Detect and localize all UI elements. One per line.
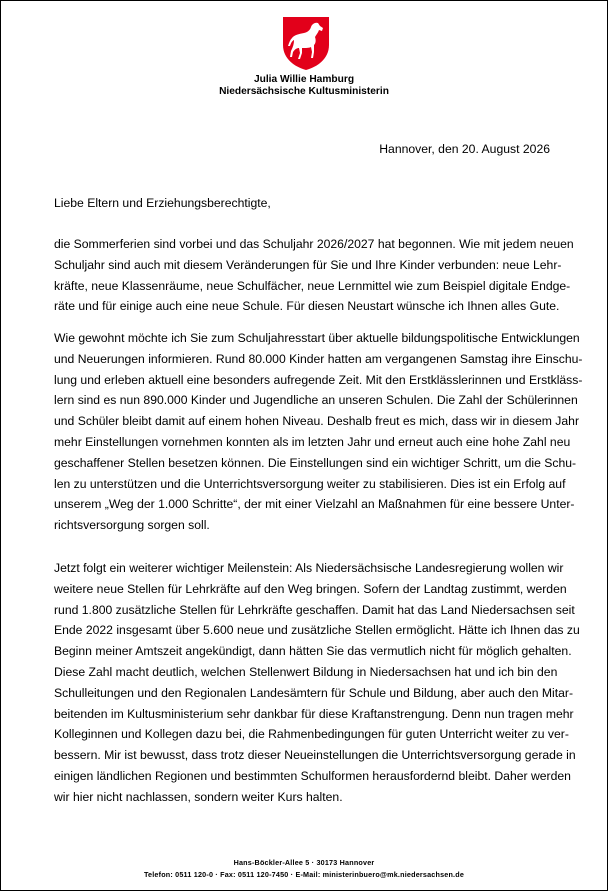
paragraph-line: unserem „Weg der 1.000 Schritte“, der mit einer Vielzahl an Maßnahmen für eine bessere Unter- xyxy=(54,497,575,512)
paragraph-line: Wie gewohnt möchte ich Sie zum Schuljahresstart über aktuelle bildungspolitische Entwicklungen xyxy=(54,331,580,345)
paragraph-line: lung und erleben aktuell eine besonders aufregende Zeit. Mit den Erstklässlerinnen und Erstkläss- xyxy=(54,372,583,387)
paragraph-line: wir hier nicht nachlassen, sondern weiter Kurs halten. xyxy=(54,789,343,804)
paragraph-line: rund 1.800 zusätzliche Stellen für Lehrkräfte geschaffen. Damit hat das Land Niedersachsen seit xyxy=(54,602,575,617)
paragraph-2 xyxy=(54,328,583,536)
paragraph-line: Ende 2022 insgesamt über 5.600 neue und zusätzliche Stellen ermöglicht. Hätte ich Ihnen das zu xyxy=(54,623,580,638)
letterhead-sender xyxy=(1,74,607,98)
paragraph-line: und Neuerungen informieren. Rund 80.000 Kinder hatten am vergangenen Samstag ihre Einschu- xyxy=(54,351,583,366)
paragraph-line: weitere neue Stellen für Lehrkräfte auf den Weg bringen. Sofern der Landtag zustimmt, werden xyxy=(54,581,567,596)
minister-name: Julia Willie Hamburg xyxy=(253,74,355,85)
footer-contact: Telefon: 0511 120-0 · Fax: 0511 120-7450 · E-Mail: ministerinbuero@mk.niedersachsen.de xyxy=(143,870,465,879)
paragraph-line: bessern. Mir ist bewusst, dass trotz dieser Neueinstellungen die Unterrichtsversorgung gerade in xyxy=(54,748,576,763)
paragraph-line: die Sommerferien sind vorbei und das Schuljahr 2026/2027 hat begonnen. Wie mit jedem neuen xyxy=(54,237,574,251)
paragraph-line: Schuljahr sind auch mit diesem Veränderungen für Sie und Ihre Kinder verbunden: neue Lehr- xyxy=(54,257,562,272)
paragraph-line: räte und für einige auch eine neue Schule. Für diesen Neustart wünsche ich Ihnen alles Gute. xyxy=(54,299,560,314)
lower-saxony-horse-crest xyxy=(281,15,331,71)
paragraph-line: geschaffener Stellen besetzen können. Die Einstellungen sind ein wichtiger Schritt, um die Schu- xyxy=(54,455,577,470)
letter-footer xyxy=(1,857,607,881)
date-line: Hannover, den 20. August 2026 xyxy=(379,142,550,156)
paragraph-line: einigen ländlichen Regionen und bestimmten Schulformen herausfordernd bleibt. Daher werden xyxy=(54,768,571,783)
paragraph-line: Beginn meiner Amtszeit angekündigt, dann hätten Sie das vermutlich nicht für möglich gehalten. xyxy=(54,644,572,659)
paragraph-1 xyxy=(54,234,574,317)
paragraph-line: lern sind es nun 890.000 Kinder und Jugendliche an unseren Schulen. Die Zahl der Schülerinnen xyxy=(54,393,578,408)
paragraph-line: richtsversorgung sorgen soll. xyxy=(54,518,210,533)
paragraph-line: Diese Zahl macht deutlich, welchen Stellenwert Bildung in Niedersachsen hat und ich bin den xyxy=(54,664,558,679)
paragraph-line: beitenden im Kultusministerium sehr dankbar für diese Kraftanstrengung. Denn nun tragen mehr xyxy=(54,706,574,721)
paragraph-line: Schulleitungen und den Regionalen Landesämtern für Schule und Bildung, aber auch den Mitar- xyxy=(54,685,573,700)
paragraph-line: mehr Einstellungen vornehmen konnten als im letzten Jahr und erneut auch eine hohe Zahl neu xyxy=(54,434,571,449)
salutation: Liebe Eltern und Erziehungsberechtigte, xyxy=(54,196,271,210)
footer-address: Hans-Böckler-Allee 5 · 30173 Hannover xyxy=(233,858,375,867)
minister-title: Niedersächsische Kultusministerin xyxy=(219,86,389,97)
paragraph-3 xyxy=(54,558,580,808)
paragraph-line: Kolleginnen und Kollegen dazu bei, die Rahmenbedingungen für guten Unterricht weiter zu ver- xyxy=(54,727,569,742)
paragraph-line: und Schüler bleibt damit auf einem hohen Niveau. Deshalb freut es mich, dass wir in diesem Jahr xyxy=(54,414,580,429)
paragraph-line: len zu unterstützen und die Unterrichtsversorgung weiter zu stabilisieren. Dies ist ein Erfolg auf xyxy=(54,476,566,491)
paragraph-line: kräfte, neue Klassenräume, neue Schulfächer, neue Lernmittel wie zum Beispiel digitale Endge- xyxy=(54,278,571,293)
paragraph-line: Jetzt folgt ein weiterer wichtiger Meilenstein: Als Niedersächsische Landesregierung wollen wir xyxy=(54,561,564,575)
